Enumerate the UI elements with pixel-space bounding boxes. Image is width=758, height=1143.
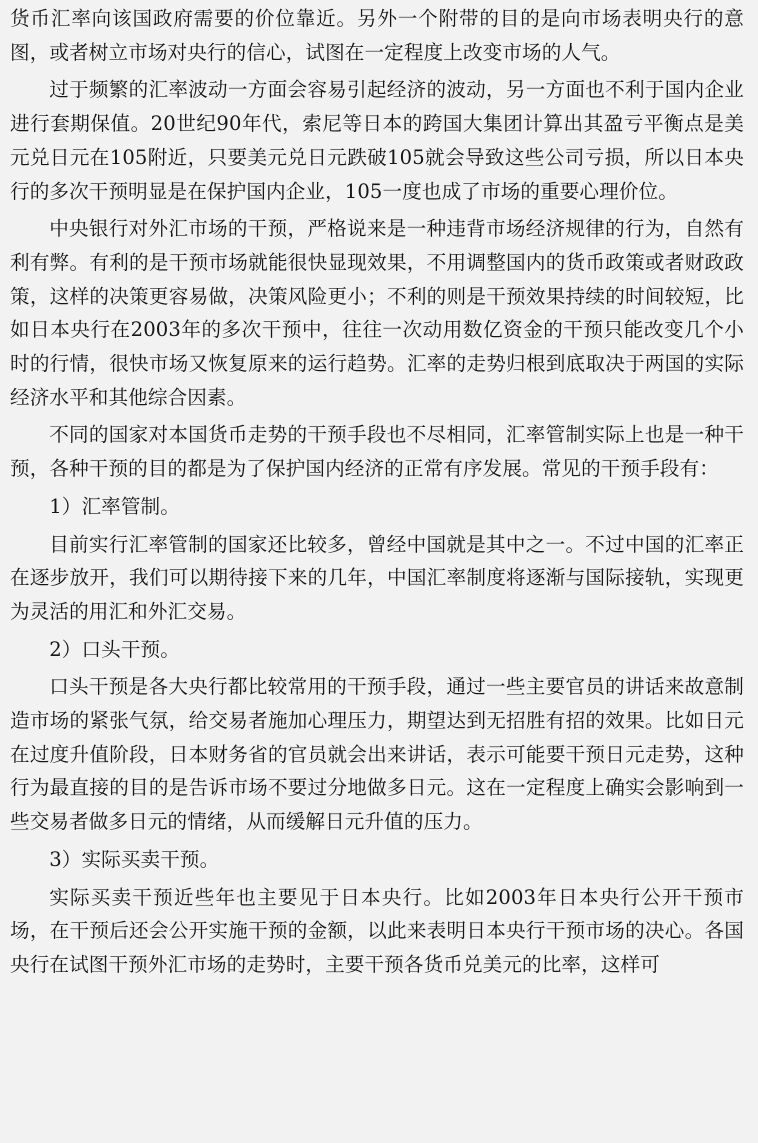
list-item-exchange-control: 1）汇率管制。 (49, 494, 180, 518)
list-item-verbal-intervention: 2）口头干预。 (49, 637, 180, 661)
paragraph-exchange-control: 目前实行汇率管制的国家还比较多，曾经中国就是其中之一。不过中国的汇率正在逐步放开，我们可以期待接下来的几年，中国汇率制度将逐渐与国际接轨，实现更为灵活的用汇和外汇交易。 (10, 532, 744, 623)
paragraph-actual-trading-intervention: 实际买卖干预近些年也主要见于日本央行。比如2003年日本央行公开干预市场，在干预后还会公开实施干预的金额，以此来表明日本央行干预市场的决心。各国央行在试图干预外汇市场的走势时，主要干预各货币兑美元的比率，这样可 (10, 885, 744, 976)
paragraph-exchange-rate-volatility: 过于频繁的汇率波动一方面会容易引起经济的波动，另一方面也不利于国内企业进行套期保值。20世纪90年代，索尼等日本的跨国大集团计算出其盈亏平衡点是美元兑日元在105附近，只要美元兑日元跌破105就会导致这些公司亏损，所以日本央行的多次干预明显是在保护国内企业，105一度也成了市场的重要心理价位。 (10, 78, 744, 203)
paragraph-intervention-methods: 不同的国家对本国货币走势的干预手段也不尽相同，汇率管制实际上也是一种干预，各种干预的目的都是为了保护国内经济的正常有序发展。常见的干预手段有： (10, 423, 744, 481)
paragraph-verbal-intervention: 口头干预是各大央行都比较常用的干预手段，通过一些主要官员的讲话来故意制造市场的紧张气氛，给交易者施加心理压力，期望达到无招胜有招的效果。比如日元在过度升值阶段，日本财务省的官员就会出来讲话，表示可能要干预日元走势，这种行为最直接的目的是告诉市场不要过分地做多日元。这在一定程度上确实会影响到一些交易者做多日元的情绪，从而缓解日元升值的压力。 (10, 675, 744, 834)
paragraph-continuation: 货币汇率向该国政府需要的价位靠近。另外一个附带的目的是向市场表明央行的意图，或者树立市场对央行的信心，试图在一定程度上改变市场的人气。 (10, 7, 744, 64)
list-item-actual-trading-intervention: 3）实际买卖干预。 (49, 847, 220, 871)
paragraph-central-bank-intervention: 中央银行对外汇市场的干预，严格说来是一种违背市场经济规律的行为，自然有利有弊。有利的是干预市场就能很快显现效果，不用调整国内的货币政策或者财政政策，这样的决策更容易做，决策风险更小；不利的则是干预效果持续的时间较短，比如日本央行在2003年的多次干预中，往往一次动用数亿资金的干预只能改变几个小时的行情，很快市场又恢复原来的运行趋势。汇率的走势归根到底取决于两国的实际经济水平和其他综合因素。 (10, 217, 744, 409)
